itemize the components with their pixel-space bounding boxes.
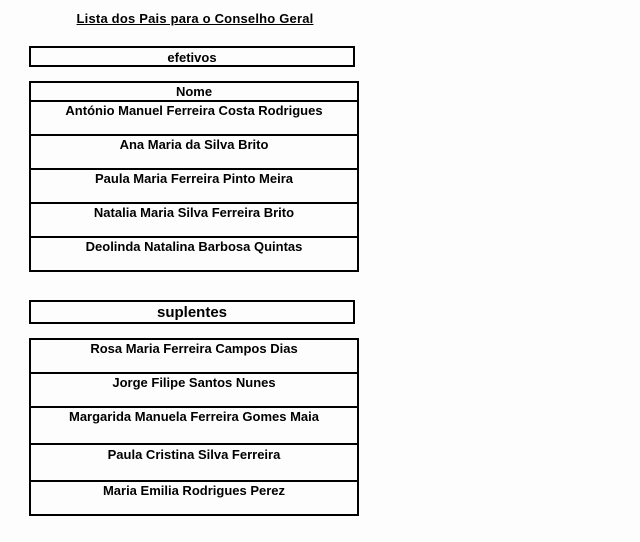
table-row bbox=[30, 237, 358, 271]
efetivo-name: Natalia Maria Silva Ferreira Brito bbox=[30, 203, 358, 237]
suplente-name: Paula Cristina Silva Ferreira bbox=[30, 444, 358, 481]
document-title: Lista dos Pais para o Conselho Geral bbox=[76, 11, 314, 26]
efetivo-name: Ana Maria da Silva Brito bbox=[30, 135, 358, 169]
suplente-name: Maria Emilia Rodrigues Perez bbox=[30, 481, 358, 515]
table-row bbox=[30, 407, 358, 444]
table-header-row bbox=[30, 82, 358, 101]
suplente-name: Jorge Filipe Santos Nunes bbox=[30, 373, 358, 407]
table-row bbox=[30, 101, 358, 135]
suplentes-table bbox=[29, 338, 359, 516]
column-header-nome: Nome bbox=[30, 82, 358, 101]
table-row bbox=[30, 203, 358, 237]
table-row bbox=[30, 373, 358, 407]
table-row bbox=[30, 444, 358, 481]
table-row bbox=[30, 169, 358, 203]
efetivos-table bbox=[29, 81, 359, 272]
suplentes-section-header: suplentes bbox=[29, 300, 355, 324]
suplente-name: Margarida Manuela Ferreira Gomes Maia bbox=[30, 407, 358, 444]
efetivo-name: Deolinda Natalina Barbosa Quintas bbox=[30, 237, 358, 271]
efetivo-name: Paula Maria Ferreira Pinto Meira bbox=[30, 169, 358, 203]
table-row bbox=[30, 481, 358, 515]
table-row bbox=[30, 135, 358, 169]
table-row bbox=[30, 339, 358, 373]
efetivo-name: António Manuel Ferreira Costa Rodrigues bbox=[30, 101, 358, 135]
efetivos-section-header: efetivos bbox=[29, 46, 355, 67]
suplente-name: Rosa Maria Ferreira Campos Dias bbox=[30, 339, 358, 373]
